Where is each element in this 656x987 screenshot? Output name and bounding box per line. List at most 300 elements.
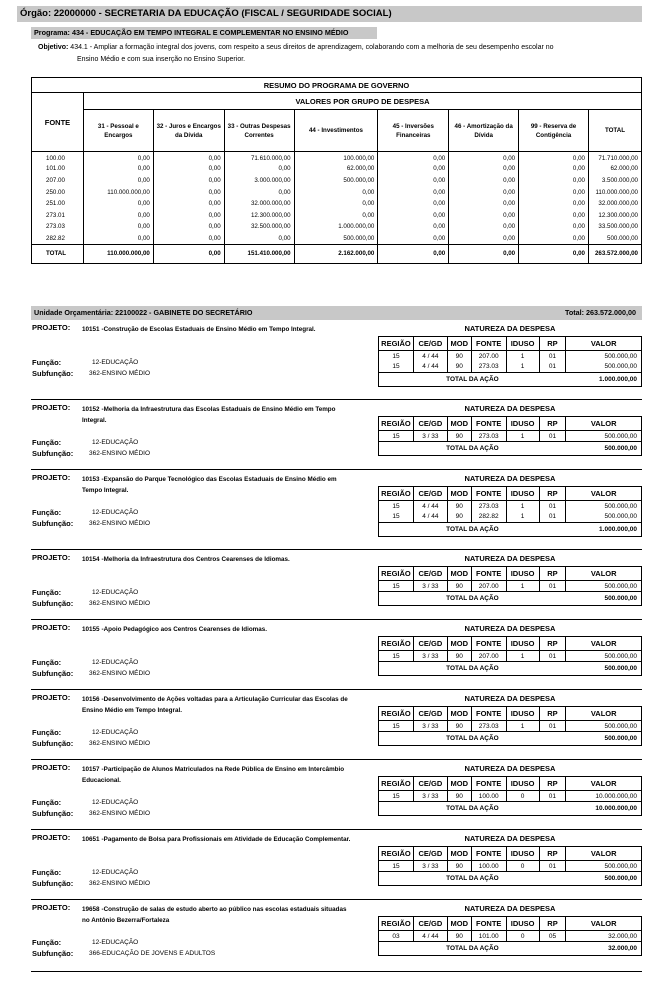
column-header: 45 - Inversões Financeiras	[378, 110, 449, 152]
value-cell: 12.300.000,00	[588, 209, 641, 221]
funcao-label: Função:	[32, 868, 62, 877]
cell: 01	[539, 651, 566, 662]
subfuncao-label: Subfunção:	[32, 519, 74, 528]
total-row	[379, 662, 642, 676]
total-cell: 0,00	[519, 244, 589, 263]
column-header: CE/GD	[413, 417, 447, 431]
cell: 90	[447, 651, 471, 662]
objetivo-text-1: 434.1 - Ampliar a formação integral dos jovens, com respeito a seus direitos de aprendizagem, colaborando com a melhoria de seu desempenho escolar no	[70, 44, 554, 51]
cell: 15	[379, 512, 414, 523]
separator	[31, 619, 642, 620]
table-row	[32, 152, 642, 164]
funcao-value: 12-EDUCAÇÃO	[92, 939, 139, 946]
subfuncao-label: Subfunção:	[32, 369, 74, 378]
value-cell: 0,00	[378, 198, 449, 210]
cell: 500.000,00	[566, 721, 642, 732]
column-header: REGIÃO	[379, 847, 414, 861]
table-row	[379, 791, 642, 802]
column-header: FONTE	[471, 917, 506, 931]
total-acao-label: TOTAL DA AÇÃO	[379, 732, 566, 746]
cell: 10.000.000,00	[566, 791, 642, 802]
value-cell: 0,00	[449, 163, 519, 175]
column-header: IDUSO	[506, 707, 539, 721]
objetivo	[38, 42, 638, 66]
value-cell: 110.000.000,00	[83, 186, 153, 198]
value-cell: 0,00	[519, 175, 589, 187]
cell: 273.03	[471, 362, 506, 373]
separator	[31, 759, 642, 760]
total-cell: 0,00	[449, 244, 519, 263]
cell: 1	[506, 431, 539, 442]
column-header: CE/GD	[413, 637, 447, 651]
value-cell: 0,00	[153, 233, 224, 245]
cell: 100.00	[471, 791, 506, 802]
column-header: VALOR	[566, 567, 642, 581]
column-header: CE/GD	[413, 777, 447, 791]
total-cell: 2.162.000,00	[294, 244, 378, 263]
funcao-label: Função:	[32, 658, 62, 667]
separator	[31, 469, 642, 470]
cell: 01	[539, 581, 566, 592]
cell: 01	[539, 791, 566, 802]
project-code: 10156	[82, 696, 100, 703]
subfuncao-value: 362-ENSINO MÉDIO	[89, 740, 151, 747]
header-row	[379, 417, 642, 431]
cell: 207.00	[471, 581, 506, 592]
cell: 01	[539, 501, 566, 512]
total-acao-label: TOTAL DA AÇÃO	[379, 872, 566, 886]
column-header: VALOR	[566, 637, 642, 651]
cell: 100.00	[471, 861, 506, 872]
column-header: MOD	[447, 777, 471, 791]
column-header: VALOR	[566, 777, 642, 791]
project-code: 10153	[82, 476, 100, 483]
project-code: 10651	[82, 836, 100, 843]
cell: 03	[379, 931, 414, 942]
fonte-cell: 282.82	[32, 233, 84, 245]
cell: 3 / 33	[413, 581, 447, 592]
natureza-table	[378, 486, 642, 537]
cell: 90	[447, 362, 471, 373]
subfuncao-label: Subfunção:	[32, 739, 74, 748]
fonte-cell: 207.00	[32, 175, 84, 187]
cell: 4 / 44	[413, 501, 447, 512]
cell: 01	[539, 351, 566, 362]
objetivo-label: Objetivo:	[38, 44, 69, 51]
header-row	[379, 777, 642, 791]
value-cell: 3.000.000,00	[224, 175, 294, 187]
subfuncao-label: Subfunção:	[32, 879, 74, 888]
total-row	[379, 523, 642, 537]
cell: 1	[506, 581, 539, 592]
table-row	[32, 209, 642, 221]
value-cell: 0,00	[224, 233, 294, 245]
value-cell: 0,00	[449, 221, 519, 233]
funcao-label: Função:	[32, 798, 62, 807]
column-header: FONTE	[471, 707, 506, 721]
cell: 90	[447, 791, 471, 802]
funcao-value: 12-EDUCAÇÃO	[92, 799, 139, 806]
value-cell: 71.610.000,00	[224, 152, 294, 164]
total-acao-value: 10.000.000,00	[566, 802, 642, 816]
cell: 1	[506, 362, 539, 373]
separator	[31, 549, 642, 550]
value-cell: 0,00	[224, 163, 294, 175]
project-block	[31, 473, 642, 543]
cell: 500.000,00	[566, 362, 642, 373]
value-cell: 0,00	[224, 186, 294, 198]
subfuncao-value: 362-ENSINO MÉDIO	[89, 600, 151, 607]
project-name: -Construção de Escolas Estaduais de Ensino Médio em Tempo Integral.	[101, 326, 316, 333]
column-header: VALOR	[566, 417, 642, 431]
project-code: 10152	[82, 406, 100, 413]
project-name: -Construção de salas de estudo aberto ao público nas escolas estaduais situadas no Antônio Bezerra/Fortaleza	[82, 906, 347, 924]
table-row	[379, 362, 642, 373]
total-acao-value: 1.000.000,00	[566, 373, 642, 387]
value-cell: 0,00	[153, 163, 224, 175]
header-row	[379, 487, 642, 501]
cell: 15	[379, 351, 414, 362]
header-row	[379, 707, 642, 721]
table-row	[32, 198, 642, 210]
total-row	[379, 373, 642, 387]
total-row	[379, 872, 642, 886]
total-acao-label: TOTAL DA AÇÃO	[379, 662, 566, 676]
column-header: VALOR	[566, 847, 642, 861]
natureza-table	[378, 776, 642, 816]
column-header: FONTE	[471, 417, 506, 431]
subfuncao-value: 362-ENSINO MÉDIO	[89, 370, 151, 377]
natureza-title: NATUREZA DA DESPESA	[464, 554, 556, 563]
natureza-title: NATUREZA DA DESPESA	[464, 904, 556, 913]
total-acao-value: 500.000,00	[566, 732, 642, 746]
header-row	[379, 567, 642, 581]
cell: 4 / 44	[413, 362, 447, 373]
value-cell: 0,00	[519, 221, 589, 233]
column-header: FONTE	[471, 487, 506, 501]
value-cell: 0,00	[449, 209, 519, 221]
value-cell: 0,00	[153, 221, 224, 233]
cell: 500.000,00	[566, 651, 642, 662]
project-name: -Expansão do Parque Tecnológico das Escolas Estaduais de Ensino Médio em Tempo Integral.	[82, 476, 337, 494]
column-header: MOD	[447, 337, 471, 351]
project-block	[31, 403, 642, 473]
cell: 90	[447, 581, 471, 592]
value-cell: 500.000,00	[294, 233, 378, 245]
column-header: IDUSO	[506, 417, 539, 431]
cell: 1	[506, 651, 539, 662]
cell: 15	[379, 861, 414, 872]
column-header: 99 - Reserva de Contigência	[519, 110, 589, 152]
total-row	[379, 732, 642, 746]
total-row	[379, 442, 642, 456]
value-cell: 0,00	[378, 221, 449, 233]
funcao-label: Função:	[32, 938, 62, 947]
value-cell: 62.000,00	[588, 163, 641, 175]
cell: 15	[379, 721, 414, 732]
value-cell: 0,00	[519, 233, 589, 245]
value-cell: 0,00	[83, 163, 153, 175]
column-header: RP	[539, 487, 566, 501]
natureza-table	[378, 416, 642, 456]
column-header: VALOR	[566, 917, 642, 931]
project-block	[31, 833, 642, 903]
value-cell: 0,00	[83, 175, 153, 187]
column-header: RP	[539, 847, 566, 861]
project-name: -Pagamento de Bolsa para Profissionais em Atividade de Educação Complementar.	[101, 836, 351, 843]
header-row	[379, 917, 642, 931]
cell: 1	[506, 501, 539, 512]
projeto-label: PROJETO:	[32, 403, 71, 412]
total-acao-label: TOTAL DA AÇÃO	[379, 592, 566, 606]
table-row	[379, 581, 642, 592]
column-header: CE/GD	[413, 847, 447, 861]
separator	[31, 829, 642, 830]
projeto-label: PROJETO:	[32, 473, 71, 482]
value-cell: 0,00	[519, 186, 589, 198]
cell: 1	[506, 721, 539, 732]
column-header: MOD	[447, 847, 471, 861]
value-cell: 0,00	[449, 175, 519, 187]
fonte-cell: 101.00	[32, 163, 84, 175]
total-cell: 110.000.000,00	[83, 244, 153, 263]
funcao-label: Função:	[32, 588, 62, 597]
column-header: IDUSO	[506, 917, 539, 931]
natureza-title: NATUREZA DA DESPESA	[464, 834, 556, 843]
column-header: TOTAL	[588, 110, 641, 152]
total-cell: 263.572.000,00	[588, 244, 641, 263]
natureza-table	[378, 706, 642, 746]
column-header: RP	[539, 707, 566, 721]
natureza-table	[378, 636, 642, 676]
value-cell: 1.000.000,00	[294, 221, 378, 233]
funcao-label: Função:	[32, 728, 62, 737]
table-row	[32, 186, 642, 198]
cell: 500.000,00	[566, 501, 642, 512]
column-header: IDUSO	[506, 567, 539, 581]
value-cell: 0,00	[519, 152, 589, 164]
value-cell: 0,00	[378, 163, 449, 175]
value-cell: 0,00	[449, 198, 519, 210]
value-cell: 0,00	[294, 198, 378, 210]
total-row	[379, 592, 642, 606]
project-block	[31, 903, 642, 973]
value-cell: 0,00	[294, 186, 378, 198]
header-row	[379, 337, 642, 351]
value-cell: 3.500.000,00	[588, 175, 641, 187]
total-cell: 0,00	[153, 244, 224, 263]
value-cell: 0,00	[449, 186, 519, 198]
value-cell: 0,00	[519, 163, 589, 175]
subfuncao-label: Subfunção:	[32, 949, 74, 958]
cell: 3 / 33	[413, 651, 447, 662]
cell: 0	[506, 861, 539, 872]
column-header: IDUSO	[506, 847, 539, 861]
cell: 1	[506, 512, 539, 523]
cell: 1	[506, 351, 539, 362]
value-cell: 0,00	[378, 209, 449, 221]
table-row	[379, 512, 642, 523]
project-title	[82, 554, 352, 565]
total-row	[379, 942, 642, 956]
cell: 15	[379, 501, 414, 512]
cell: 4 / 44	[413, 351, 447, 362]
subfuncao-value: 362-ENSINO MÉDIO	[89, 520, 151, 527]
column-header: RP	[539, 777, 566, 791]
cell: 101.00	[471, 931, 506, 942]
table-row	[379, 931, 642, 942]
value-cell: 0,00	[519, 198, 589, 210]
project-code: 10155	[82, 626, 100, 633]
column-header: 46 - Amortização da Dívida	[449, 110, 519, 152]
value-cell: 100.000,00	[294, 152, 378, 164]
column-header: IDUSO	[506, 487, 539, 501]
projeto-label: PROJETO:	[32, 693, 71, 702]
column-header: REGIÃO	[379, 487, 414, 501]
value-cell: 0,00	[294, 209, 378, 221]
project-block	[31, 323, 642, 393]
value-cell: 0,00	[83, 209, 153, 221]
table-row	[32, 233, 642, 245]
column-header: REGIÃO	[379, 707, 414, 721]
projeto-label: PROJETO:	[32, 623, 71, 632]
cell: 500.000,00	[566, 351, 642, 362]
value-cell: 0,00	[153, 175, 224, 187]
project-title	[82, 904, 352, 926]
column-header: 31 - Pessoal e Encargos	[83, 110, 153, 152]
header-row	[379, 637, 642, 651]
fonte-cell: 273.01	[32, 209, 84, 221]
project-title	[82, 474, 352, 496]
subfuncao-label: Subfunção:	[32, 809, 74, 818]
cell: 3 / 33	[413, 721, 447, 732]
column-header: MOD	[447, 707, 471, 721]
cell: 273.03	[471, 721, 506, 732]
subfuncao-label: Subfunção:	[32, 669, 74, 678]
column-header: CE/GD	[413, 337, 447, 351]
value-cell: 0,00	[153, 186, 224, 198]
separator	[31, 971, 642, 972]
subfuncao-value: 366-EDUCAÇÃO DE JOVENS E ADULTOS	[89, 950, 216, 957]
cell: 15	[379, 362, 414, 373]
cell: 0	[506, 931, 539, 942]
project-title	[82, 764, 352, 786]
orgao-header: Órgão: 22000000 - SECRETARIA DA EDUCAÇÃO (FISCAL / SEGURIDADE SOCIAL)	[17, 6, 642, 22]
project-title	[82, 834, 352, 845]
cell: 500.000,00	[566, 861, 642, 872]
cell: 90	[447, 721, 471, 732]
natureza-table	[378, 916, 642, 956]
cell: 273.03	[471, 501, 506, 512]
fonte-header: FONTE	[32, 93, 84, 152]
cell: 01	[539, 512, 566, 523]
value-cell: 32.000.000,00	[588, 198, 641, 210]
value-cell: 0,00	[519, 209, 589, 221]
fonte-cell: 250.00	[32, 186, 84, 198]
table-row	[379, 651, 642, 662]
column-header: RP	[539, 567, 566, 581]
total-acao-value: 500.000,00	[566, 442, 642, 456]
column-header: MOD	[447, 417, 471, 431]
cell: 01	[539, 431, 566, 442]
total-acao-label: TOTAL DA AÇÃO	[379, 523, 566, 537]
subfuncao-label: Subfunção:	[32, 449, 74, 458]
project-name: -Desenvolvimento de Ações voltadas para a Articulação Curricular das Escolas de Ensino Médio em Tempo Integral.	[82, 696, 348, 714]
cell: 500.000,00	[566, 581, 642, 592]
subfuncao-value: 362-ENSINO MÉDIO	[89, 670, 151, 677]
subfuncao-value: 362-ENSINO MÉDIO	[89, 810, 151, 817]
total-acao-value: 500.000,00	[566, 592, 642, 606]
natureza-title: NATUREZA DA DESPESA	[464, 324, 556, 333]
value-cell: 12.300.000,00	[224, 209, 294, 221]
cell: 90	[447, 931, 471, 942]
projeto-label: PROJETO:	[32, 763, 71, 772]
separator	[31, 899, 642, 900]
natureza-title: NATUREZA DA DESPESA	[464, 624, 556, 633]
separator	[31, 399, 642, 400]
column-header: IDUSO	[506, 637, 539, 651]
column-header: IDUSO	[506, 337, 539, 351]
cell: 01	[539, 362, 566, 373]
value-cell: 32.000.000,00	[224, 198, 294, 210]
resumo-title: RESUMO DO PROGRAMA DE GOVERNO	[32, 78, 642, 93]
column-header: RP	[539, 417, 566, 431]
column-header: MOD	[447, 567, 471, 581]
cell: 90	[447, 501, 471, 512]
value-cell: 71.710.000,00	[588, 152, 641, 164]
unidade-label: Unidade Orçamentária: 22100022 - GABINETE DO SECRETÁRIO	[34, 308, 253, 317]
projeto-label: PROJETO:	[32, 903, 71, 912]
natureza-title: NATUREZA DA DESPESA	[464, 694, 556, 703]
project-code: 19658	[82, 906, 100, 913]
total-cell: 151.410.000,00	[224, 244, 294, 263]
funcao-value: 12-EDUCAÇÃO	[92, 659, 139, 666]
cell: 01	[539, 721, 566, 732]
table-row	[32, 221, 642, 233]
project-name: -Participação de Alunos Matriculados na Rede Pública de Ensino em Intercâmbio Educacional.	[82, 766, 345, 784]
funcao-label: Função:	[32, 438, 62, 447]
fonte-cell: 100.00	[32, 152, 84, 164]
project-title	[82, 324, 352, 335]
column-header: REGIÃO	[379, 637, 414, 651]
value-cell: 0,00	[378, 175, 449, 187]
cell: 90	[447, 431, 471, 442]
column-header: MOD	[447, 487, 471, 501]
total-acao-label: TOTAL DA AÇÃO	[379, 942, 566, 956]
cell: 3 / 33	[413, 791, 447, 802]
value-cell: 0,00	[378, 186, 449, 198]
column-header: RP	[539, 637, 566, 651]
column-header: RP	[539, 917, 566, 931]
column-header: IDUSO	[506, 777, 539, 791]
column-header: FONTE	[471, 847, 506, 861]
funcao-value: 12-EDUCAÇÃO	[92, 589, 139, 596]
value-cell: 62.000,00	[294, 163, 378, 175]
project-block	[31, 553, 642, 623]
column-header: CE/GD	[413, 917, 447, 931]
value-cell: 0,00	[153, 209, 224, 221]
cell: 500.000,00	[566, 431, 642, 442]
total-acao-value: 1.000.000,00	[566, 523, 642, 537]
projeto-label: PROJETO:	[32, 553, 71, 562]
column-header: 44 - Investimentos	[294, 110, 378, 152]
funcao-value: 12-EDUCAÇÃO	[92, 729, 139, 736]
separator	[31, 689, 642, 690]
cell: 15	[379, 791, 414, 802]
total-cell: 0,00	[378, 244, 449, 263]
cell: 90	[447, 861, 471, 872]
project-title	[82, 624, 352, 635]
